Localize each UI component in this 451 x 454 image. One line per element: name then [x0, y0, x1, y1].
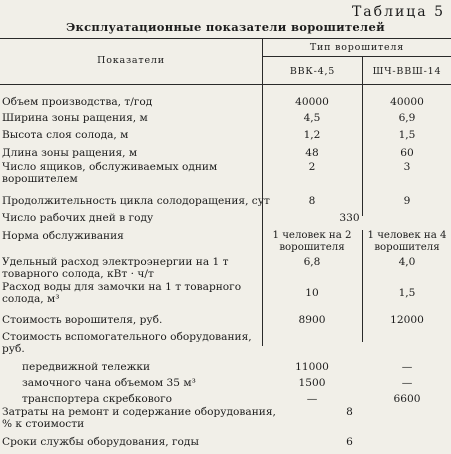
cell-shch: —	[401, 361, 413, 373]
row-label: Ширина зоны ращения, м	[2, 112, 148, 124]
header-sub-rule	[263, 56, 451, 57]
row-label: Объем производства, т/год	[2, 96, 153, 108]
cell-vvk: 2	[308, 161, 316, 173]
cell-vvk: 8900	[298, 314, 326, 326]
header-col1: ВВК-4,5	[289, 66, 336, 77]
cell-shch: 9	[403, 195, 411, 207]
cell-vvk: 48	[305, 147, 319, 159]
cell-merged: 8	[346, 406, 353, 418]
header-bottom-rule	[0, 84, 451, 85]
row-label: Стоимость вспомогательного оборудования, руб.	[2, 331, 252, 355]
row-label: Стоимость ворошителя, руб.	[2, 314, 163, 326]
row-label: Высота слоя солода, м	[2, 129, 129, 141]
cell-shch: 1,5	[398, 129, 416, 141]
cell-shch: 40000	[390, 96, 424, 108]
table-number: Таблица 5	[351, 4, 445, 20]
header-type: Тип ворошителя	[309, 42, 405, 53]
row-label: Сроки службы оборудования, годы	[2, 436, 199, 448]
cell-merged: 330	[339, 212, 360, 224]
cell-shch: 60	[400, 147, 414, 159]
cell-vvk: —	[306, 393, 318, 405]
cell-shch: 6600	[393, 393, 421, 405]
row-label: Расход воды для замочки на 1 т товарного солода, м³	[2, 281, 242, 305]
row-label: Норма обслуживания	[2, 230, 124, 242]
row-label: Продолжительность цикла солодоращения, сут	[2, 195, 270, 207]
cell-vvk: 6,8	[303, 256, 321, 268]
row-label: передвижной тележки	[22, 361, 151, 373]
row-label: замочного чана объемом 35 м³	[22, 377, 196, 389]
cell-shch: 3	[403, 161, 411, 173]
header-indicators: Показатели	[97, 55, 165, 66]
cell-vvk: 4,5	[303, 112, 321, 124]
cell-merged: 6	[346, 436, 353, 448]
cell-vvk: 1 человек на 2 ворошителя	[272, 230, 352, 253]
cell-shch: 1,5	[398, 287, 416, 299]
cell-vvk: 11000	[295, 361, 329, 373]
cell-vvk: 1,2	[303, 129, 321, 141]
cell-vvk: 40000	[295, 96, 329, 108]
cell-shch: 4,0	[398, 256, 416, 268]
cell-vvk: 1500	[298, 377, 326, 389]
cell-shch: 6,9	[398, 112, 416, 124]
cell-vvk: 8	[308, 195, 316, 207]
row-label: Длина зоны ращения, м	[2, 147, 138, 159]
header-col2: ШЧ-ВВШ-14	[372, 66, 442, 77]
row-label: транспортера скребкового	[22, 393, 173, 405]
cell-vvk: 10	[305, 287, 319, 299]
header-top-rule	[0, 38, 451, 39]
row-label: Удельный расход электроэнергии на 1 т товарного солода, кВт · ч/т	[2, 256, 229, 280]
row-label: Затраты на ремонт и содержание оборудования, % к стоимости	[2, 406, 276, 430]
cell-shch: —	[401, 377, 413, 389]
row-label: Число ящиков, обслуживаемых одним ворошителем	[2, 161, 218, 185]
table-caption: Эксплуатационные показатели ворошителей	[66, 20, 385, 34]
cell-shch: 12000	[390, 314, 424, 326]
row-label: Число рабочих дней в году	[2, 212, 154, 224]
cell-shch: 1 человек на 4 ворошителя	[367, 230, 447, 253]
